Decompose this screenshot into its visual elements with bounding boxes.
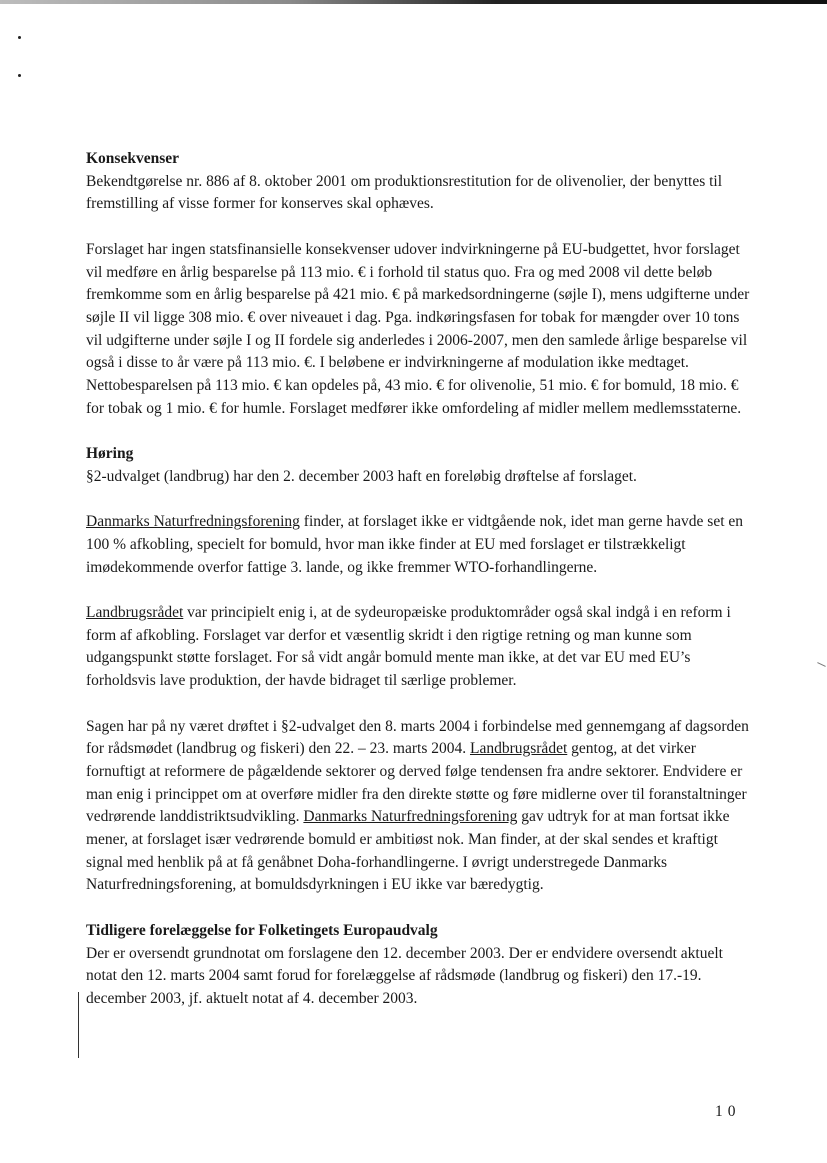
section-heading-tidligere: Tidligere forelæggelse for Folketingets Europaudvalg	[86, 921, 438, 939]
scan-mark	[817, 662, 826, 667]
document-body	[86, 148, 754, 1011]
paragraph-text: gav udtryk for at man fortsat ikke mener, at forslaget især vedrørende bomuld er ambitiøst nok. Man finder, at der skal sendes et kraftigt signal med henblik på at få genåbnet Doha-forhandlingerne. I øvrigt understregede Danmarks Naturfredningsforening, at bomuldsdyrkningen i EU ikke var bæredygtig.	[86, 808, 730, 894]
paragraph-text: gentog, at det virker fornuftigt at reformere de pågældende sektorer og derved følge tendensen fra andre sektorer. Endvidere er man enig i princippet om at overføre midler fra den direkte støtte og føre midlerne over til foranstaltninger vedrørende landdistriktsudvikling.	[86, 740, 747, 826]
scan-dot	[18, 74, 21, 77]
organization-name: Danmarks Naturfredningsforening	[86, 513, 300, 531]
paragraph-text: var principielt enig i, at de sydeuropæiske produktområder også skal indgå i en reform i form af afkobling. Forslaget var derfor et væsentlig skridt i den rigtige retning og man kunne som udgangspunkt støtte forslaget. For så vidt angår bomuld mente man ikke, at det var EU med EU’s forholdsvis lave produktion, der havde bidraget til særlige problemer.	[86, 604, 731, 690]
paragraph: §2-udvalget (landbrug) har den 2. december 2003 haft en foreløbig drøftelse af forslaget.	[86, 467, 637, 485]
page-number: 10	[715, 1103, 741, 1120]
paragraph-text: finder, at forslaget ikke er vidtgående nok, idet man gerne havde set en 100 % afkobling, specielt for bomuld, hvor man ikke finder at EU med forslaget er tilstrækkeligt imødekommende overfor fattige 3. lande, og ikke fremmer WTO-forhandlingerne.	[86, 513, 744, 576]
paragraph-text: Sagen har på ny været drøftet i §2-udvalget den 8. marts 2004 i forbindelse med gennemgang af dagsorden for rådsmødet (landbrug og fiskeri) den 22. – 23. marts 2004.	[86, 717, 749, 758]
paragraph	[86, 716, 754, 898]
paragraph	[86, 602, 754, 693]
organization-name: Danmarks Naturfredningsforening	[303, 808, 518, 826]
scan-top-border	[0, 0, 827, 4]
paragraph	[86, 511, 754, 579]
organization-name: Landbrugsrådet	[86, 604, 184, 621]
paragraph: Forslaget har ingen statsfinansielle konsekvenser udover indvirkningerne på EU-budgettet, hvor forslaget vil medføre en årlig besparelse på 113 mio. € i forhold til status quo. Fra og med 2008 vil dette beløb fremkomme som en årlig besparelse på 421 mio. € på markedsordningerne (søjle I), mens udgifterne under søjle II vil ligge 308 mio. € over niveauet i dag. Pga. indkøringsfasen for tobak for mængder over 10 tons vil udgifterne under søjle I og II fordele sig anderledes i 2006-2007, men den samlede årlige besparelse vil også i disse to år være på 113 mio. €. I beløbene er indvirkningerne af modulation ikke medtaget. Nettobesparelsen på 113 mio. € kan opdeles på, 43 mio. € for olivenolie, 51 mio. € for bomuld, 18 mio. € for tobak og 1 mio. € for humle. Forslaget medfører ikke omfordeling af midler mellem medlemsstaterne.	[86, 240, 750, 417]
change-bar	[78, 992, 79, 1058]
paragraph: Der er oversendt grundnotat om forslagene den 12. december 2003. Der er endvidere oversendt aktuelt notat den 12. marts 2004 samt forud for forelæggelse af rådsmøde (landbrug og fiskeri) den 17.-19. december 2003, jf. aktuelt notat af 4. december 2003.	[86, 944, 723, 1007]
paragraph: Bekendtgørelse nr. 886 af 8. oktober 2001 om produktionsrestitution for de olivenolier, der benyttes til fremstilling af visse former for konserves skal ophæves.	[86, 172, 723, 213]
section-heading-konsekvenser: Konsekvenser	[86, 150, 179, 167]
organization-name: Landbrugsrådet	[469, 740, 568, 758]
scan-dot	[18, 36, 21, 39]
section-heading-horing: Høring	[86, 445, 134, 463]
